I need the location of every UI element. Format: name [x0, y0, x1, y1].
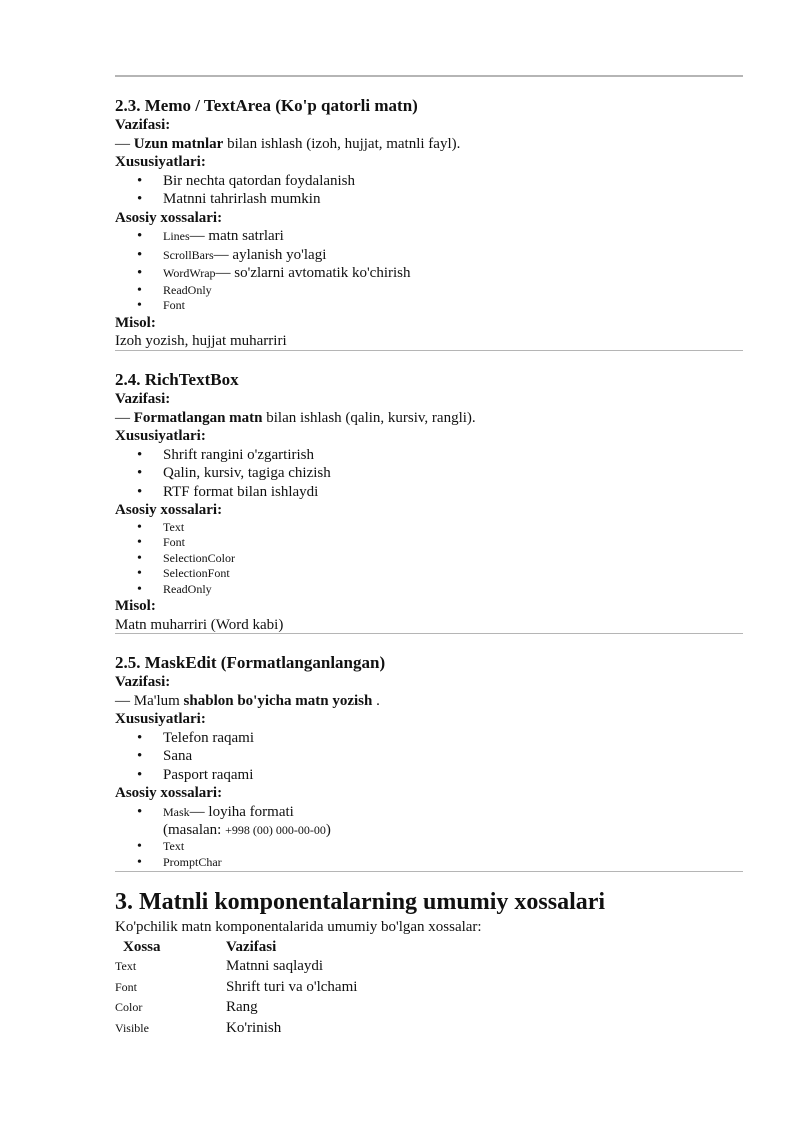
table-cell: Visible: [115, 1020, 149, 1035]
table-cell: Ko'rinish: [226, 1019, 282, 1036]
section-2-3: [115, 96, 743, 351]
table-row: [115, 957, 357, 978]
table-header: Vazifasi: [226, 938, 277, 955]
props-list-short: [115, 839, 743, 870]
mask-example-value: +998 (00) 000-00-00: [225, 823, 326, 837]
props-list: [115, 520, 743, 598]
table-row: [115, 1018, 357, 1039]
section-divider: [115, 633, 743, 634]
prop-name: ScrollBars: [163, 247, 214, 262]
purpose-prefix: —: [115, 409, 134, 426]
section-3: [115, 888, 743, 1039]
list-item: [115, 803, 743, 822]
list-item: • Sana: [115, 747, 743, 766]
features-list: [115, 729, 743, 785]
features-label: Xususiyatlari:: [115, 428, 206, 444]
purpose-label: Vazifasi:: [115, 391, 171, 407]
list-item: • Bir nechta qatordan foydalanish: [115, 172, 743, 191]
features-list: [115, 172, 743, 209]
table-header: Xossa: [123, 938, 161, 955]
props-label: Asosiy xossalari:: [115, 785, 223, 801]
table-header-row: [115, 938, 357, 957]
list-item: [115, 246, 743, 265]
list-item: [115, 264, 743, 283]
table-cell: Shrift turi va o'lchami: [226, 978, 358, 995]
props-list: [115, 227, 743, 283]
list-item: • PromptChar: [115, 855, 743, 871]
example-label: Misol:: [115, 314, 156, 331]
features-list: [115, 446, 743, 502]
list-item: • Matnni tahrirlash mumkin: [115, 190, 743, 209]
list-item: • Shrift rangini o'zgartirish: [115, 446, 743, 465]
purpose-bold: shablon bo'yicha matn yozish: [183, 692, 373, 709]
table-row: [115, 998, 357, 1019]
props-list: [115, 803, 743, 822]
list-item: • ReadOnly: [115, 582, 743, 598]
prop-desc: — so'zlarni avtomatik ko'chirish: [215, 265, 411, 281]
list-item: • RTF format bilan ishlaydi: [115, 483, 743, 502]
section-title: 3. Matnli komponentalarning umumiy xossalari: [115, 889, 606, 915]
example-label: Misol:: [115, 598, 156, 614]
section-title: 2.4. RichTextBox: [115, 370, 239, 389]
list-item: • SelectionColor: [115, 551, 743, 567]
table-cell: Matnni saqlaydi: [226, 958, 324, 975]
prop-desc: — aylanish yo'lagi: [213, 246, 327, 263]
properties-table: [115, 938, 357, 1039]
section-title: 2.3. Memo / TextArea (Ko'p qatorli matn): [115, 96, 418, 115]
purpose-prefix: — Ma'lum: [115, 692, 184, 709]
purpose-rest: .: [372, 692, 380, 709]
list-item: • Font: [115, 535, 743, 551]
table-cell: Text: [115, 959, 137, 974]
list-item: • Text: [115, 520, 743, 536]
purpose-rest: bilan ishlash (izoh, hujjat, matnli fayl).: [223, 135, 461, 152]
prop-name: Lines: [163, 229, 190, 243]
purpose-rest: bilan ishlash (qalin, kursiv, rangli).: [262, 409, 476, 426]
purpose-text: [115, 135, 743, 154]
prop-name: WordWrap: [163, 266, 216, 280]
list-item: [115, 227, 743, 246]
list-item: • Font: [115, 298, 743, 314]
props-label: Asosiy xossalari:: [115, 502, 223, 518]
purpose-label: Vazifasi:: [115, 674, 171, 690]
purpose-bold: Formatlangan matn: [133, 409, 263, 426]
list-item: • SelectionFont: [115, 566, 743, 582]
features-label: Xususiyatlari:: [115, 154, 206, 170]
top-divider: [115, 75, 743, 77]
purpose-prefix: —: [115, 135, 134, 152]
section-divider: [115, 871, 743, 872]
table-cell: Rang: [226, 999, 258, 1016]
props-label: Asosiy xossalari:: [115, 209, 223, 226]
features-label: Xususiyatlari:: [115, 711, 206, 727]
section-divider: [115, 350, 743, 351]
table-row: [115, 977, 357, 998]
example-text: Matn muharriri (Word kabi): [115, 616, 284, 633]
list-item: • Text: [115, 839, 743, 855]
table-cell: Font: [115, 979, 138, 994]
section-title: 2.5. MaskEdit (Formatlanganlangan): [115, 653, 386, 672]
table-cell: Color: [115, 1000, 143, 1015]
list-item: • Qalin, kursiv, tagiga chizish: [115, 464, 743, 483]
section-intro: Ko'pchilik matn komponentalarida umumiy bo'lgan xossalar:: [115, 919, 482, 935]
example-text: Izoh yozish, hujjat muharriri: [115, 333, 287, 349]
purpose-text: [115, 692, 743, 711]
list-item: • Telefon raqami: [115, 729, 743, 748]
section-2-5: [115, 653, 743, 870]
mask-example: [115, 821, 743, 839]
purpose-bold: Uzun matnlar: [133, 135, 224, 152]
list-item: • ReadOnly: [115, 283, 743, 299]
mask-example-suffix: ): [325, 822, 331, 838]
props-list-short: [115, 283, 743, 314]
prop-desc: — matn satrlari: [189, 228, 284, 244]
prop-desc: — loyiha formati: [189, 803, 294, 820]
purpose-text: [115, 409, 743, 428]
list-item: • Pasport raqami: [115, 766, 743, 785]
mask-example-prefix: (masalan:: [163, 822, 226, 838]
section-2-4: [115, 370, 743, 634]
prop-name: Mask: [163, 804, 190, 819]
purpose-label: Vazifasi:: [115, 117, 171, 133]
